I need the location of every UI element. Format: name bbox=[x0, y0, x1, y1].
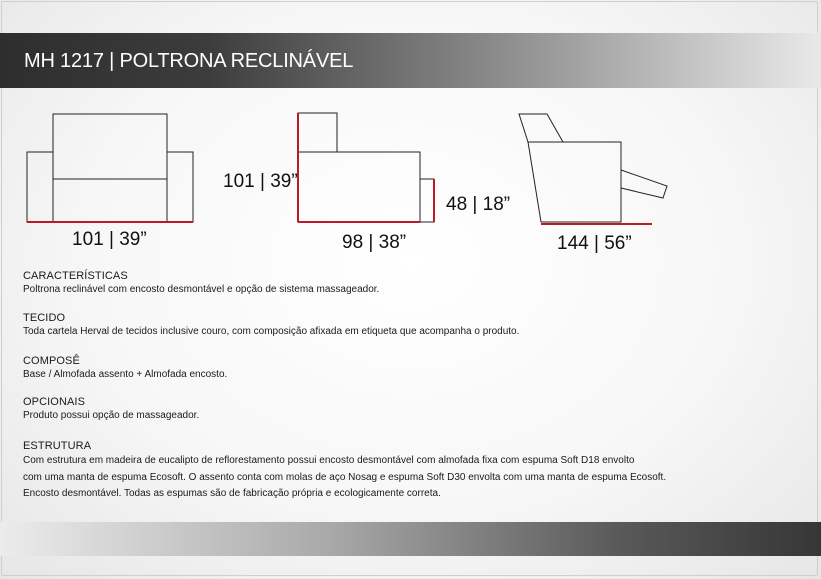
section-heading: CARACTERÍSTICAS bbox=[23, 270, 128, 282]
section-text: Toda cartela Herval de tecidos inclusive couro, com composição afixada em etiqueta que acompanha o produto. bbox=[23, 326, 520, 337]
section-text: Encosto desmontável. Todas as espumas são de fabricação própria e ecologicamente correta. bbox=[23, 488, 441, 499]
section-compose bbox=[23, 355, 227, 381]
reclined-view-drawing bbox=[519, 114, 667, 222]
section-opcionais bbox=[23, 396, 199, 422]
section-text: Base / Almofada assento + Almofada encosto. bbox=[23, 369, 228, 380]
section-caracteristicas bbox=[23, 270, 379, 296]
section-text: com uma manta de espuma Ecosoft. O assento conta com molas de aço Nosag e espuma Soft D30 envolta com uma manta de espuma Ecosoft. bbox=[23, 471, 667, 483]
section-heading: OPCIONAIS bbox=[23, 396, 86, 408]
section-heading: COMPOSÊ bbox=[23, 355, 80, 367]
section-estrutura bbox=[23, 440, 666, 503]
section-text: Com estrutura em madeira de eucalipto de reflorestamento possui encosto desmontável com almofada fixa com espuma Soft D18 envolto bbox=[23, 455, 635, 466]
side-depth-label: 98 | 38” bbox=[342, 232, 407, 253]
section-text: Poltrona reclinável com encosto desmontável e opção de sistema massageador. bbox=[23, 284, 380, 295]
seat-height-label: 48 | 18” bbox=[446, 194, 511, 215]
front-view-drawing bbox=[27, 114, 193, 222]
section-heading: TECIDO bbox=[23, 312, 66, 324]
front-width-label: 101 | 39” bbox=[72, 229, 147, 250]
section-tecido bbox=[23, 312, 519, 338]
page-title: MH 1217 | POLTRONA RECLINÁVEL bbox=[24, 50, 354, 72]
side-height-label: 101 | 39” bbox=[223, 171, 298, 192]
section-text: Produto possui opção de massageador. bbox=[23, 410, 200, 421]
reclined-depth-label: 144 | 56” bbox=[557, 233, 632, 254]
section-heading: ESTRUTURA bbox=[23, 440, 92, 452]
footer-bar bbox=[0, 522, 821, 556]
side-view-drawing bbox=[298, 113, 434, 222]
